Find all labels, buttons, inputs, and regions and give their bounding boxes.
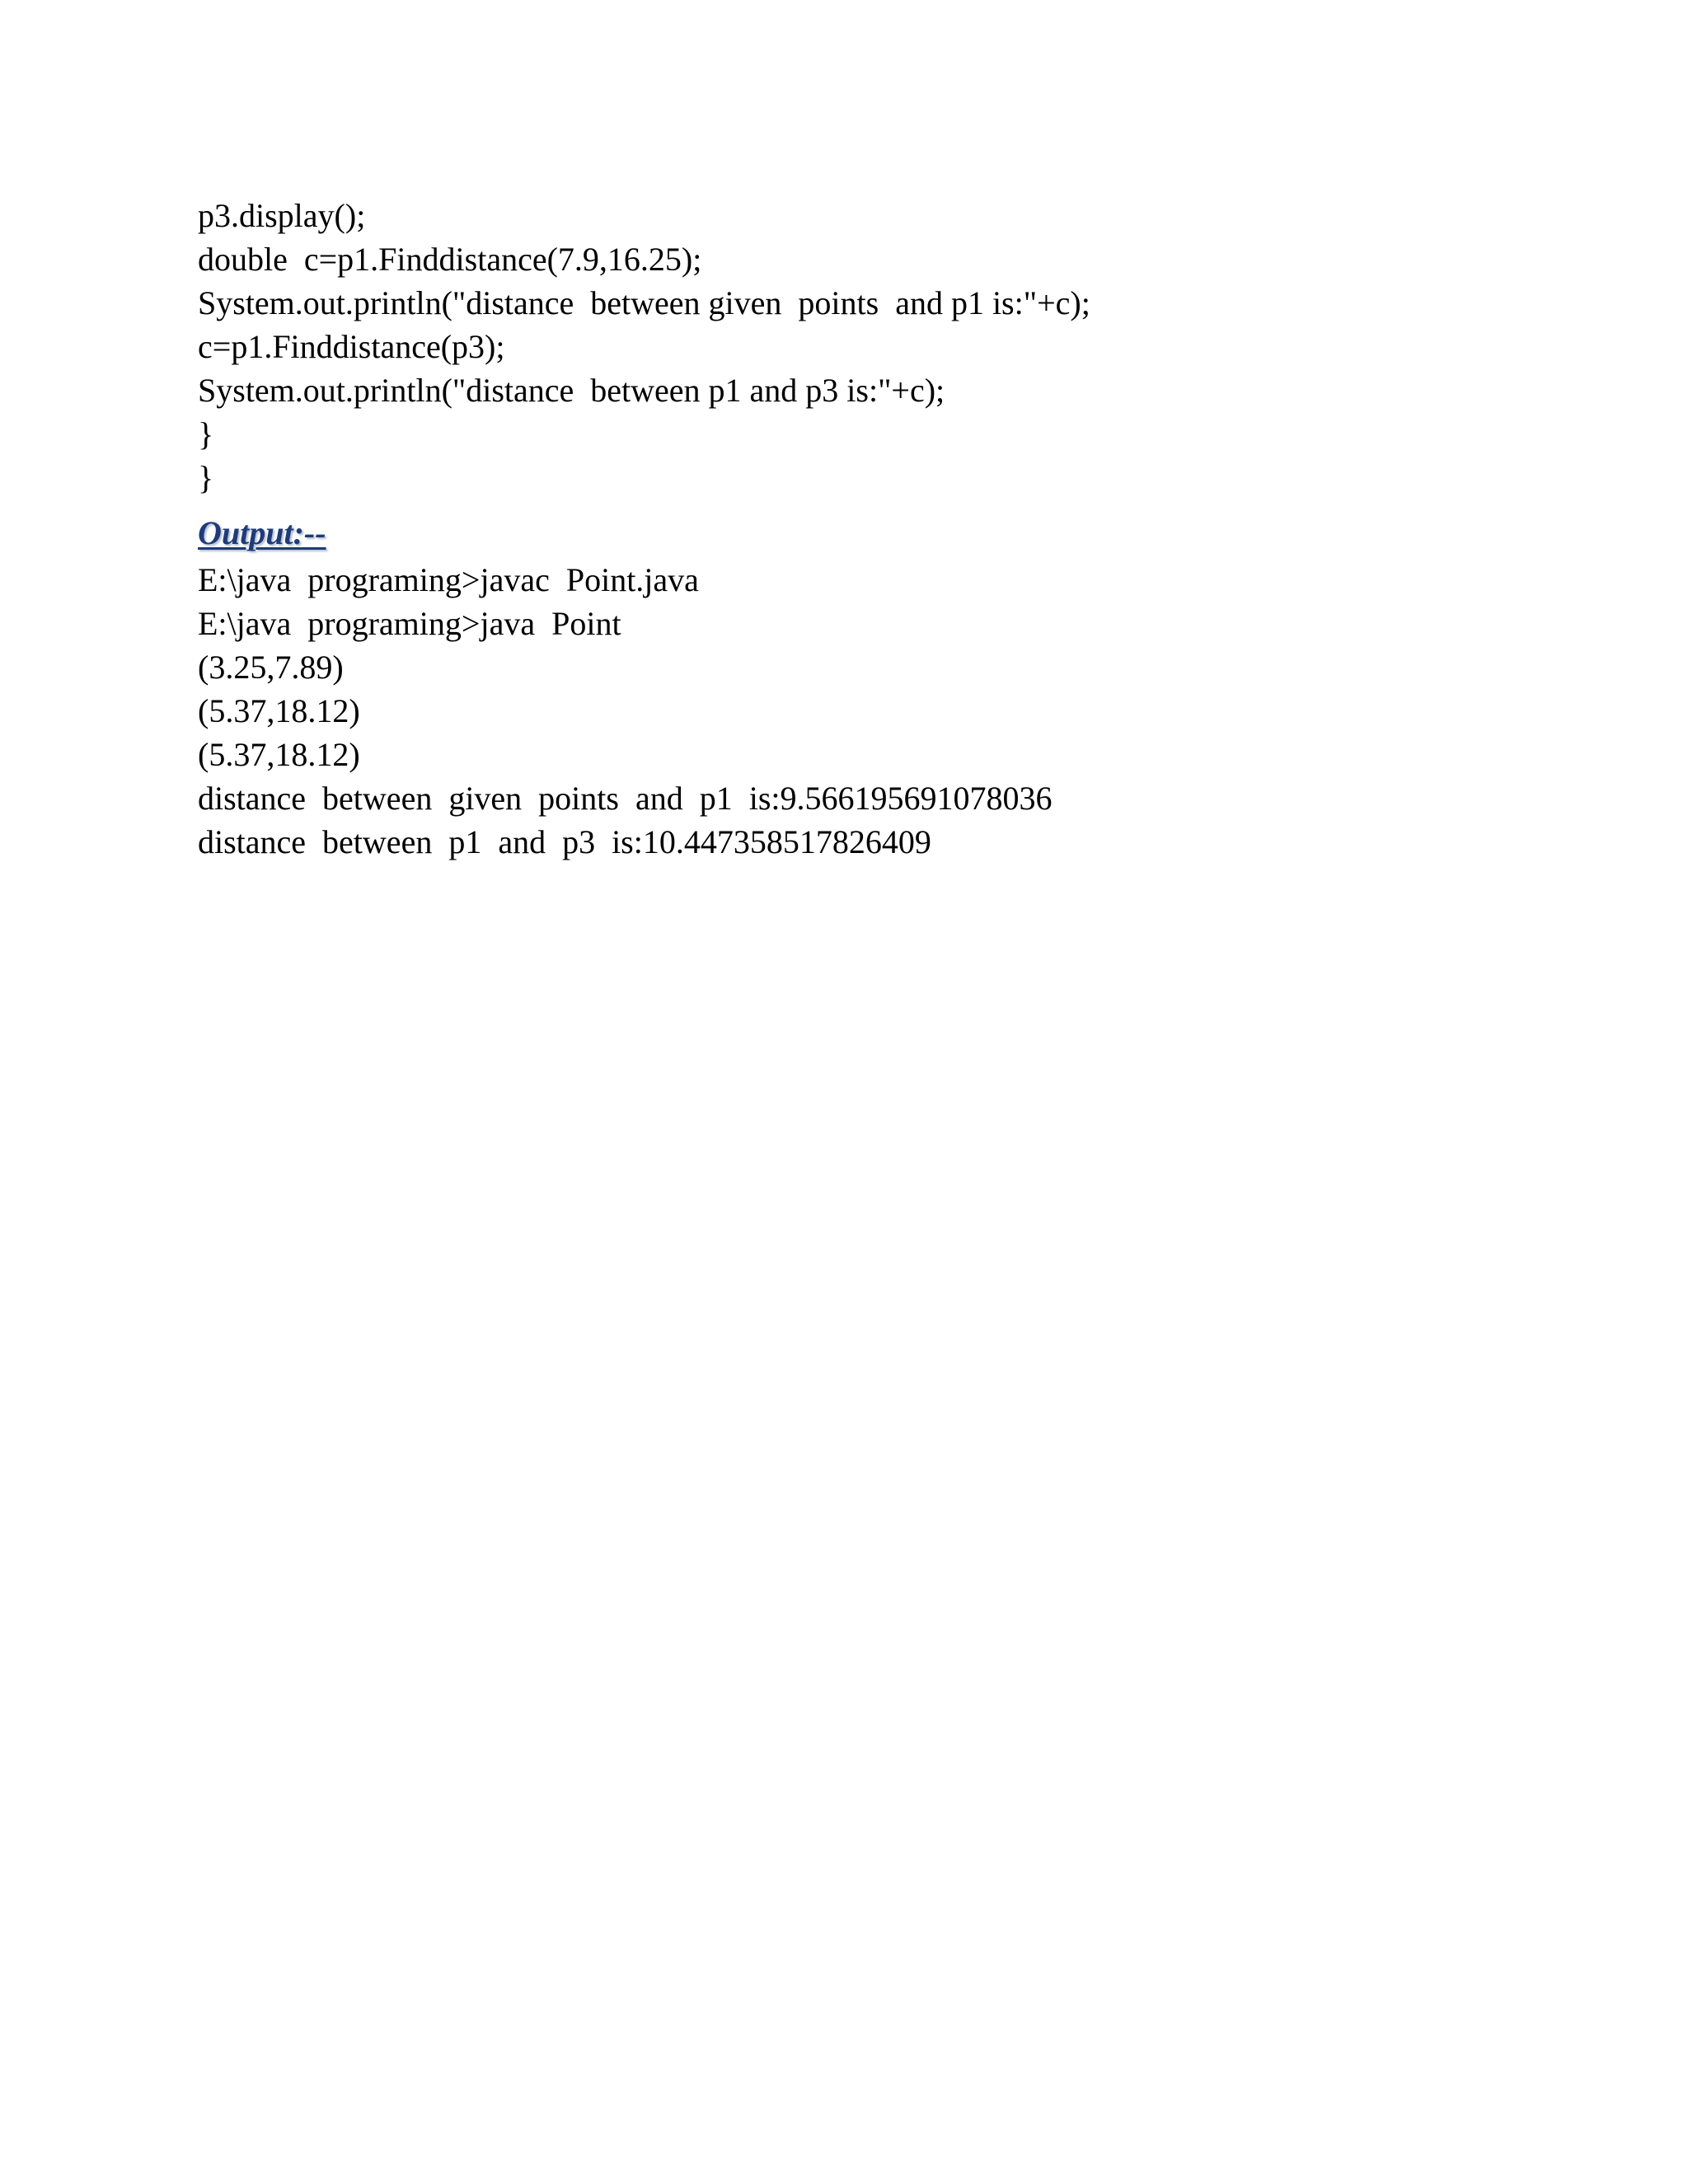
output-heading: Output:-- (198, 514, 326, 551)
output-line: (5.37,18.12) (198, 692, 360, 729)
output-line: (5.37,18.12) (198, 736, 360, 773)
output-line: distance between p1 and p3 is:10.447358517826409 (198, 823, 931, 860)
output-line: distance between given points and p1 is:9.566195691078036 (198, 780, 1053, 817)
code-line: System.out.println("distance between given points and p1 is:"+c); (198, 284, 1090, 321)
code-line: c=p1.Finddistance(p3); (198, 328, 505, 365)
output-line: E:\java programing>javac Point.java (198, 561, 699, 598)
output-line: (3.25,7.89) (198, 649, 344, 686)
document-content (198, 194, 1517, 864)
code-line: p3.display(); (198, 197, 366, 234)
code-line: System.out.println("distance between p1 and p3 is:"+c); (198, 372, 945, 409)
code-line: } (198, 459, 214, 496)
output-line: E:\java programing>java Point (198, 605, 621, 642)
code-line: } (198, 415, 214, 452)
code-line: double c=p1.Finddistance(7.9,16.25); (198, 241, 702, 278)
